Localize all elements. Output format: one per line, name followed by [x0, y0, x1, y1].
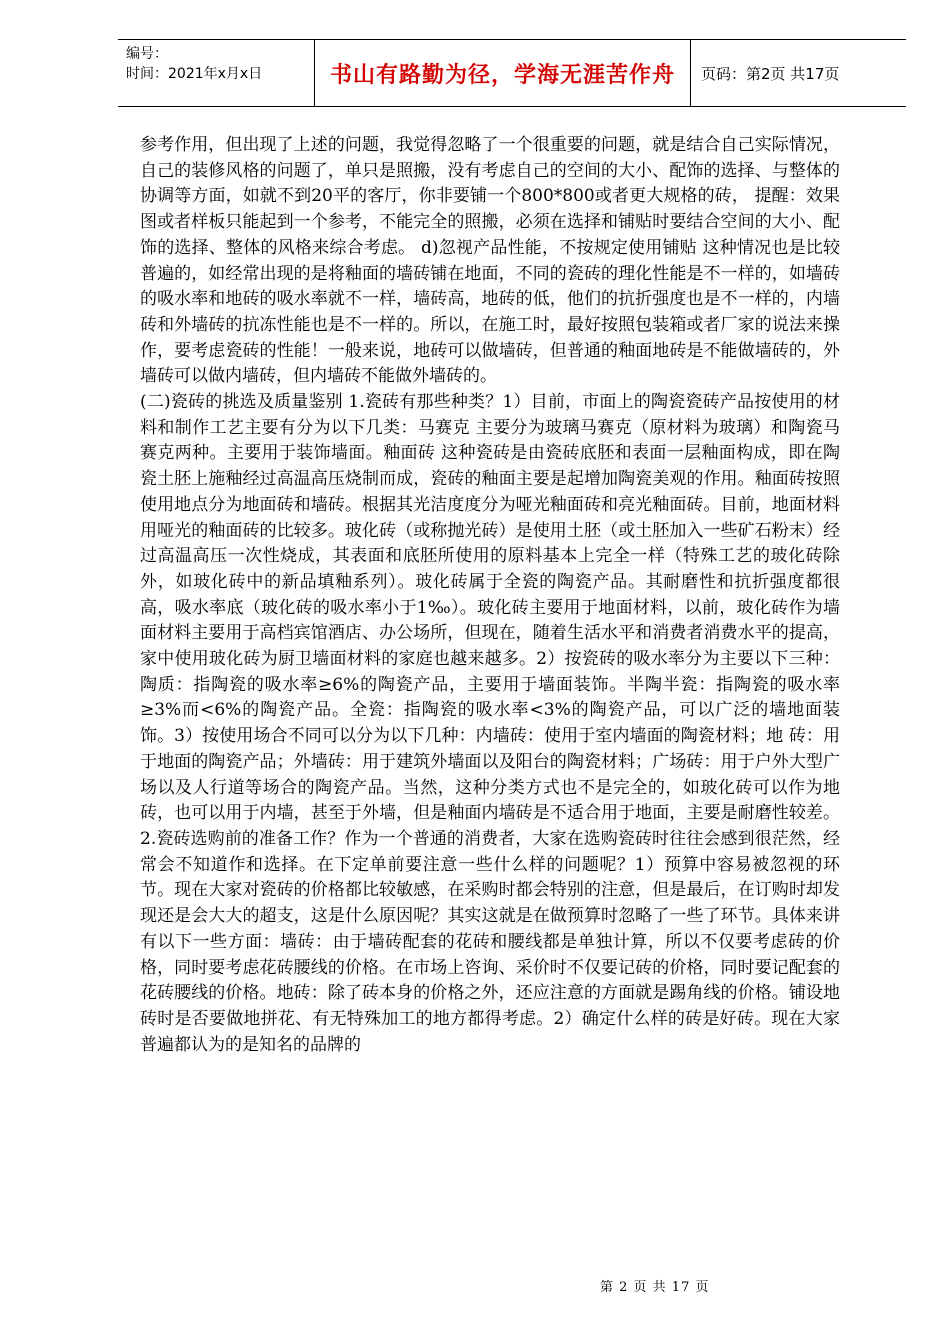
document-body [140, 133, 840, 1058]
header-motto: 书山有路勤为径，学海无涯苦作舟 [314, 40, 691, 106]
page-footer: 第 2 页 共 17 页 [600, 1280, 710, 1295]
header-page-info: 页码：第2页 共17页 [701, 64, 840, 83]
body-paragraph-2: (二)瓷砖的挑选及质量鉴别 1.瓷砖有那些种类？1）目前，市面上的陶瓷瓷砖产品按使用的材料和制作工艺主要有分为以下几类：马赛克 主要分为玻璃马赛克（原材料为玻璃）和陶瓷马赛克两种。主要用于装饰墙面。釉面砖 这种瓷砖是由瓷砖底胚和表面一层釉面构成，即在陶瓷土胚上施釉经过高温高压烧制而成，瓷砖的釉面主要是起增加陶瓷美观的作用。釉面砖按照使用地点分为地面砖和墙砖。根据其光洁度度分为哑光釉面砖和亮光釉面砖。目前，地面材料用哑光的釉面砖的比较多。玻化砖（或称抛光砖）是使用土胚（或土胚加入一些矿石粉末）经过高温高压一次性烧成，其表面和底胚所使用的原料基本上完全一样（特殊工艺的玻化砖除外，如玻化砖中的新品填釉系列）。玻化砖属于全瓷的陶瓷产品。其耐磨性和抗折强度都很高，吸水率底（玻化砖的吸水率小于1‰）。玻化砖主要用于地面材料，以前，玻化砖作为墙面材料主要用于高档宾馆酒店、办公场所，但现在，随着生活水平和消费者消费水平的提高，家中使用玻化砖为厨卫墙面材料的家庭也越来越多。2）按瓷砖的吸水率分为主要以下三种：陶质：指陶瓷的吸水率≥6%的陶瓷产品，主要用于墙面装饰。半陶半瓷：指陶瓷的吸水率≥3%而<6%的陶瓷产品。全瓷：指陶瓷的吸水率<3%的陶瓷产品，可以广泛的墙地面装饰。3）按使用场合不同可以分为以下几种：内墙砖：使用于室内墙面的陶瓷材料；地 砖：用于地面的陶瓷产品；外墙砖：用于建筑外墙面以及阳台的陶瓷材料；广场砖：用于户外大型广场以及人行道等场合的陶瓷产品。当然，这种分类方式也不是完全的，如玻化砖可以作为地砖，也可以用于内墙，甚至于外墙，但是釉面内墙砖是不适合用于地面，主要是耐磨性较差。2.瓷砖选购前的准备工作？作为一个普通的消费者，大家在选购瓷砖时往往会感到很茫然，经常会不知道作和选择。在下定单前要注意一些什么样的问题呢？1）预算中容易被忽视的环节。现在大家对瓷砖的价格都比较敏感，在采购时都会特别的注意，但是最后，在订购时却发现还是会大大的超支，这是什么原因呢？其实这就是在做预算时忽略了一些了环节。具体来讲有以下一些方面：墙砖：由于墙砖配套的花砖和腰线都是单独计算，所以不仅要考虑砖的价格，同时要考虑花砖腰线的价格。在市场上咨询、采价时不仅要记砖的价格，同时要记配套的花砖腰线的价格。地砖：除了砖本身的价格之外，还应注意的方面就是踢角线的价格。铺设地砖时是否要做地拼花、有无特殊加工的地方都得考虑。2）确定什么样的砖是好砖。现在大家普遍都认为的是知名的品牌的 [140, 392, 840, 1055]
serial-label: 编号： [126, 46, 168, 62]
time-label: 时间：2021年x月x日 [126, 66, 263, 82]
body-paragraph-1: 参考作用，但出现了上述的问题，我觉得忽略了一个很重要的问题，就是结合自己实际情况，自己的装修风格的问题了，单只是照搬，没有考虑自己的空间的大小、配饰的选择、与整体的协调等方面，如就不到20平的客厅，你非要铺一个800*800或者更大规格的砖， 提醒：效果图或者样板只能起到一个参考，不能完全的照搬，必须在选择和铺贴时要结合空间的大小、配饰的选择、整体的风格来综合考虑。 d)忽视产品性能，不按规定使用铺贴 这种情况也是比较普遍的，如经常出现的是将釉面的墙砖铺在地面，不同的瓷砖的理化性能是不一样的，如墙砖的吸水率和地砖的吸水率就不一样，墙砖高，地砖的低，他们的抗折强度也是不一样的，内墙砖和外墙砖的抗冻性能也是不一样的。所以，在施工时，最好按照包装箱或者厂家的说法来操作，要考虑瓷砖的性能！一般来说，地砖可以做墙砖，但普通的釉面地砖是不能做墙砖的，外墙砖可以做内墙砖，但内墙砖不能做外墙砖的。 [140, 135, 840, 387]
header-meta [118, 40, 314, 106]
page-header [118, 39, 906, 107]
